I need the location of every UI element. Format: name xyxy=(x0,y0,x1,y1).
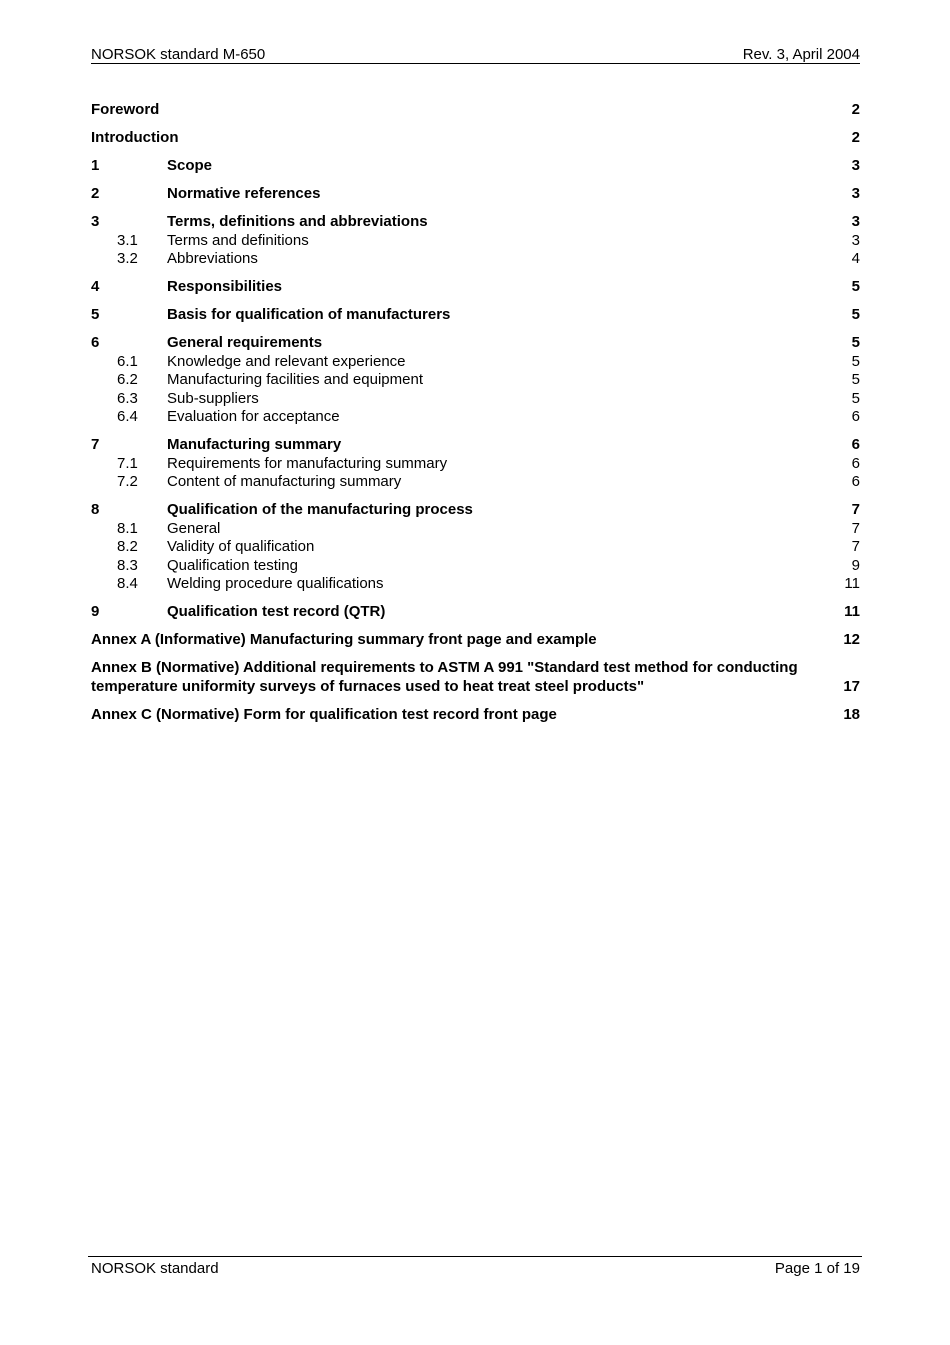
toc-title: Evaluation for acceptance xyxy=(167,408,340,425)
toc-entry-7[interactable] xyxy=(91,436,860,455)
toc-entry-1[interactable] xyxy=(91,157,860,176)
toc-entry-6-4[interactable] xyxy=(91,408,860,427)
toc-title: General requirements xyxy=(167,334,323,351)
toc-entry-8-3[interactable] xyxy=(91,557,860,576)
toc-title: Terms, definitions and abbreviations xyxy=(167,213,428,230)
toc-page: 7 xyxy=(851,538,860,555)
toc-number: 8.3 xyxy=(117,556,138,574)
toc-entry-3[interactable] xyxy=(91,213,860,232)
toc-number: 3.2 xyxy=(117,250,138,267)
toc-title: Terms and definitions xyxy=(167,231,309,249)
toc-page: 3 xyxy=(851,185,860,202)
toc-entry-6[interactable] xyxy=(91,334,860,353)
toc-entry-8-2[interactable] xyxy=(91,538,860,557)
toc-entry-5[interactable] xyxy=(91,306,860,325)
toc-number: 1 xyxy=(91,157,100,174)
toc-page: 5 xyxy=(851,352,860,370)
toc-number: 5 xyxy=(91,306,100,323)
toc-number: 7.2 xyxy=(117,473,138,490)
toc-title: Manufacturing summary xyxy=(167,436,342,453)
toc-number: 8 xyxy=(91,501,100,518)
toc-number: 3.1 xyxy=(117,231,138,249)
toc-title: Validity of qualification xyxy=(167,538,315,555)
toc-title: Normative references xyxy=(167,185,321,202)
toc-title: Annex C (Normative) Form for qualification test record front page xyxy=(91,705,557,723)
toc-page: 3 xyxy=(851,213,860,230)
toc-number: 3 xyxy=(91,213,100,230)
toc-page: 7 xyxy=(851,501,860,518)
toc-title: Scope xyxy=(167,157,213,174)
toc-page: 5 xyxy=(851,334,860,351)
toc-number: 6.4 xyxy=(117,408,138,425)
toc-title: Welding procedure qualifications xyxy=(167,575,384,592)
toc-entry-6-2[interactable] xyxy=(91,371,860,390)
toc-title: Annex A (Informative) Manufacturing summary front page and example xyxy=(91,631,597,648)
footer-standard-name: NORSOK standard xyxy=(91,1260,219,1277)
toc-entry-6-3[interactable] xyxy=(91,390,860,409)
toc-page: 7 xyxy=(851,519,860,537)
toc-page: 4 xyxy=(851,250,860,267)
toc-entry-7-2[interactable] xyxy=(91,473,860,492)
toc-title: Abbreviations xyxy=(167,250,258,267)
toc-page: 18 xyxy=(843,705,860,723)
toc-entry-3-2[interactable] xyxy=(91,250,860,269)
toc-title: Foreword xyxy=(91,101,160,118)
toc-page: 3 xyxy=(851,157,860,174)
toc-number: 6.1 xyxy=(117,352,138,370)
toc-number: 4 xyxy=(91,278,100,295)
toc-number: 8.1 xyxy=(117,519,138,537)
toc-title-line-2: temperature uniformity surveys of furnaces used to heat treat steel products" xyxy=(91,677,645,695)
toc-title: Manufacturing facilities and equipment xyxy=(167,371,423,388)
toc-page: 2 xyxy=(851,129,860,146)
page-footer xyxy=(88,1256,862,1281)
toc-page: 6 xyxy=(851,408,860,425)
toc-entry-3-1[interactable] xyxy=(91,232,860,251)
toc-page: 6 xyxy=(851,454,860,472)
toc-entry-2[interactable] xyxy=(91,185,860,204)
toc-page: 12 xyxy=(843,631,860,648)
toc-page: 5 xyxy=(851,371,860,388)
toc-title: Responsibilities xyxy=(167,278,283,295)
toc-page: 3 xyxy=(851,231,860,249)
toc-page: 5 xyxy=(851,306,860,323)
toc-page: 17 xyxy=(843,677,860,695)
footer-page-number: Page 1 of 19 xyxy=(774,1260,860,1277)
toc-entry-8-1[interactable] xyxy=(91,520,860,539)
toc-number: 8.2 xyxy=(117,538,138,555)
toc-number: 6.2 xyxy=(117,371,138,388)
toc-entry-foreword[interactable] xyxy=(91,101,860,120)
toc-page: 6 xyxy=(851,436,860,453)
toc-number: 9 xyxy=(91,603,100,620)
toc-title: Qualification test record (QTR) xyxy=(167,603,386,620)
toc-title: Qualification testing xyxy=(167,556,298,574)
toc-title-line-1: Annex B (Normative) Additional requirements to ASTM A 991 "Standard test method for conducting xyxy=(91,659,798,676)
toc-number: 6.3 xyxy=(117,389,138,407)
toc-title: Sub-suppliers xyxy=(167,389,259,407)
toc-title: Qualification of the manufacturing process xyxy=(167,501,473,518)
toc-page: 9 xyxy=(851,556,860,574)
toc-entry-introduction[interactable] xyxy=(91,129,860,148)
toc-entry-8-4[interactable] xyxy=(91,575,860,594)
toc-entry-4[interactable] xyxy=(91,278,860,297)
toc-entry-6-1[interactable] xyxy=(91,353,860,372)
table-of-contents xyxy=(91,101,860,724)
toc-number: 7.1 xyxy=(117,454,138,472)
page-header xyxy=(91,46,860,64)
toc-page: 5 xyxy=(851,389,860,407)
header-revision: Rev. 3, April 2004 xyxy=(742,46,860,63)
toc-title: General xyxy=(167,519,221,537)
header-document-id: NORSOK standard M-650 xyxy=(91,46,266,63)
toc-title: Knowledge and relevant experience xyxy=(167,352,406,370)
toc-entry-annex-a[interactable] xyxy=(91,631,860,650)
toc-entry-9[interactable] xyxy=(91,603,860,622)
toc-entry-8[interactable] xyxy=(91,501,860,520)
toc-number: 8.4 xyxy=(117,575,138,592)
toc-page: 5 xyxy=(851,278,860,295)
toc-page: 6 xyxy=(851,473,860,490)
toc-page: 11 xyxy=(844,603,860,620)
toc-page: 2 xyxy=(851,101,860,118)
toc-title: Content of manufacturing summary xyxy=(167,473,402,490)
toc-entry-7-1[interactable] xyxy=(91,455,860,474)
toc-number: 2 xyxy=(91,185,100,202)
toc-entry-annex-b[interactable] xyxy=(91,659,860,696)
toc-title: Introduction xyxy=(91,129,179,146)
toc-title: Basis for qualification of manufacturers xyxy=(167,306,451,323)
toc-title: Requirements for manufacturing summary xyxy=(167,454,448,472)
toc-page: 11 xyxy=(844,575,860,592)
toc-number: 6 xyxy=(91,334,100,351)
toc-entry-annex-c[interactable] xyxy=(91,706,860,725)
toc-number: 7 xyxy=(91,436,100,453)
